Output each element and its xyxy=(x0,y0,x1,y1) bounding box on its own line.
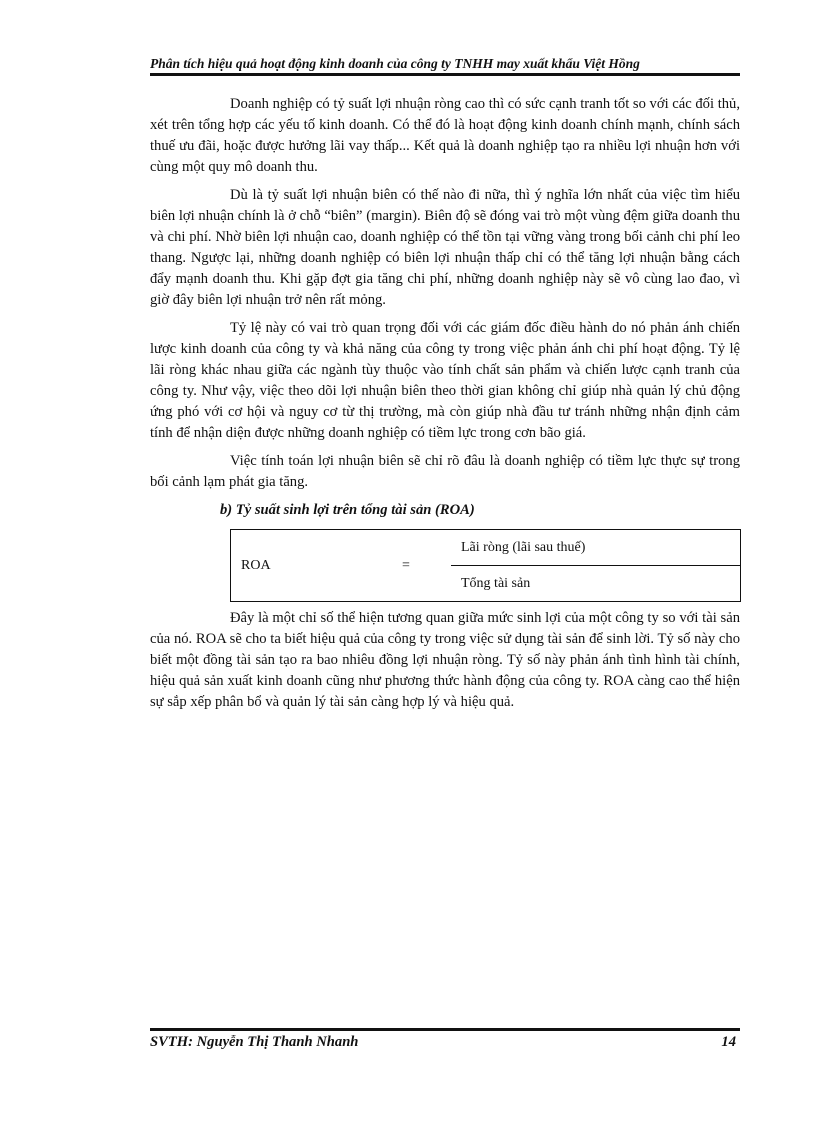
page-body xyxy=(150,94,740,720)
formula-numerator: Lãi ròng (lãi sau thuế) xyxy=(451,530,741,566)
body-paragraph: Doanh nghiệp có tỷ suất lợi nhuận ròng cao thì có sức cạnh tranh tốt so với các đối thủ, xét trên tổng hợp các yếu tố kinh doanh. Có thể đó là hoạt động kinh doanh chính mạnh, chính sách thuế ưu đãi, hoặc được hưởng lãi vay thấp... Kết quả là doanh nghiệp tạo ra nhiều lợi nhuận hơn với cùng một quy mô doanh thu. xyxy=(150,96,740,175)
page-number: 14 xyxy=(721,1034,736,1050)
formula-equals: = xyxy=(361,530,451,602)
body-paragraph: Tỷ lệ này có vai trò quan trọng đối với các giám đốc điều hành do nó phản ánh chiến lược kinh doanh của công ty và khả năng của công ty trong việc phản ánh chi phí hoạt động. Tỷ lệ lãi ròng khác nhau giữa các ngành tùy thuộc vào tính chất sản phẩm và chiến lược cạnh tranh của công ty. Như vậy, việc theo dõi lợi nhuận biên theo thời gian không chỉ giúp nhà quản lý chủ động ứng phó với cơ hội và nguy cơ từ thị trường, mà còn giúp nhà đầu tư tránh những nhận định cảm tính để nhận diện được những doanh nghiệp có tiềm lực trong cơn bão giá. xyxy=(150,320,740,441)
roa-formula-table xyxy=(230,529,741,602)
body-paragraph: Đây là một chỉ số thể hiện tương quan giữa mức sinh lợi của một công ty so với tài sản của nó. ROA sẽ cho ta biết hiệu quả của công ty trong việc sử dụng tài sản để sinh lời. Tỷ số này cho biết một đồng tài sản tạo ra bao nhiêu đồng lợi nhuận ròng. Tỷ số này phản ánh tình hình tài chính, hiệu quả sản xuất kinh doanh cũng như phương thức hành động của công ty. ROA càng cao thể hiện sự sắp xếp phân bổ và quản lý tài sản càng hợp lý và hiệu quả. xyxy=(150,610,740,710)
section-subheading: b) Tỷ suất sinh lợi trên tổng tài sản (ROA) xyxy=(220,502,475,518)
formula-lhs: ROA xyxy=(231,530,362,602)
page-header-title: Phân tích hiệu quả hoạt động kinh doanh của công ty TNHH may xuất khẩu Việt Hồng xyxy=(150,56,640,71)
footer-author: SVTH: Nguyễn Thị Thanh Nhanh xyxy=(150,1034,359,1050)
header-divider xyxy=(150,73,740,76)
formula-denominator: Tổng tài sản xyxy=(451,566,741,602)
footer-divider xyxy=(150,1028,740,1031)
body-paragraph: Việc tính toán lợi nhuận biên sẽ chỉ rõ đâu là doanh nghiệp có tiềm lực thực sự trong bối cảnh lạm phát gia tăng. xyxy=(150,453,740,490)
body-paragraph: Dù là tỷ suất lợi nhuận biên có thế nào đi nữa, thì ý nghĩa lớn nhất của việc tìm hiểu biên lợi nhuận chính là ở chỗ “biên” (margin). Biên độ sẽ đóng vai trò một vùng đệm giữa doanh thu và chi phí. Nhờ biên lợi nhuận cao, doanh nghiệp có thể tồn tại vững vàng trong bối cảnh chi phí leo thang. Ngược lại, những doanh nghiệp có biên lợi nhuận thấp chỉ có thể tăng lợi nhuận bằng cách đẩy mạnh doanh thu. Khi gặp đợt gia tăng chi phí, những doanh nghiệp này sẽ vô cùng lao đao, vì giờ đây biên lợi nhuận trở nên rất mỏng. xyxy=(150,187,740,308)
